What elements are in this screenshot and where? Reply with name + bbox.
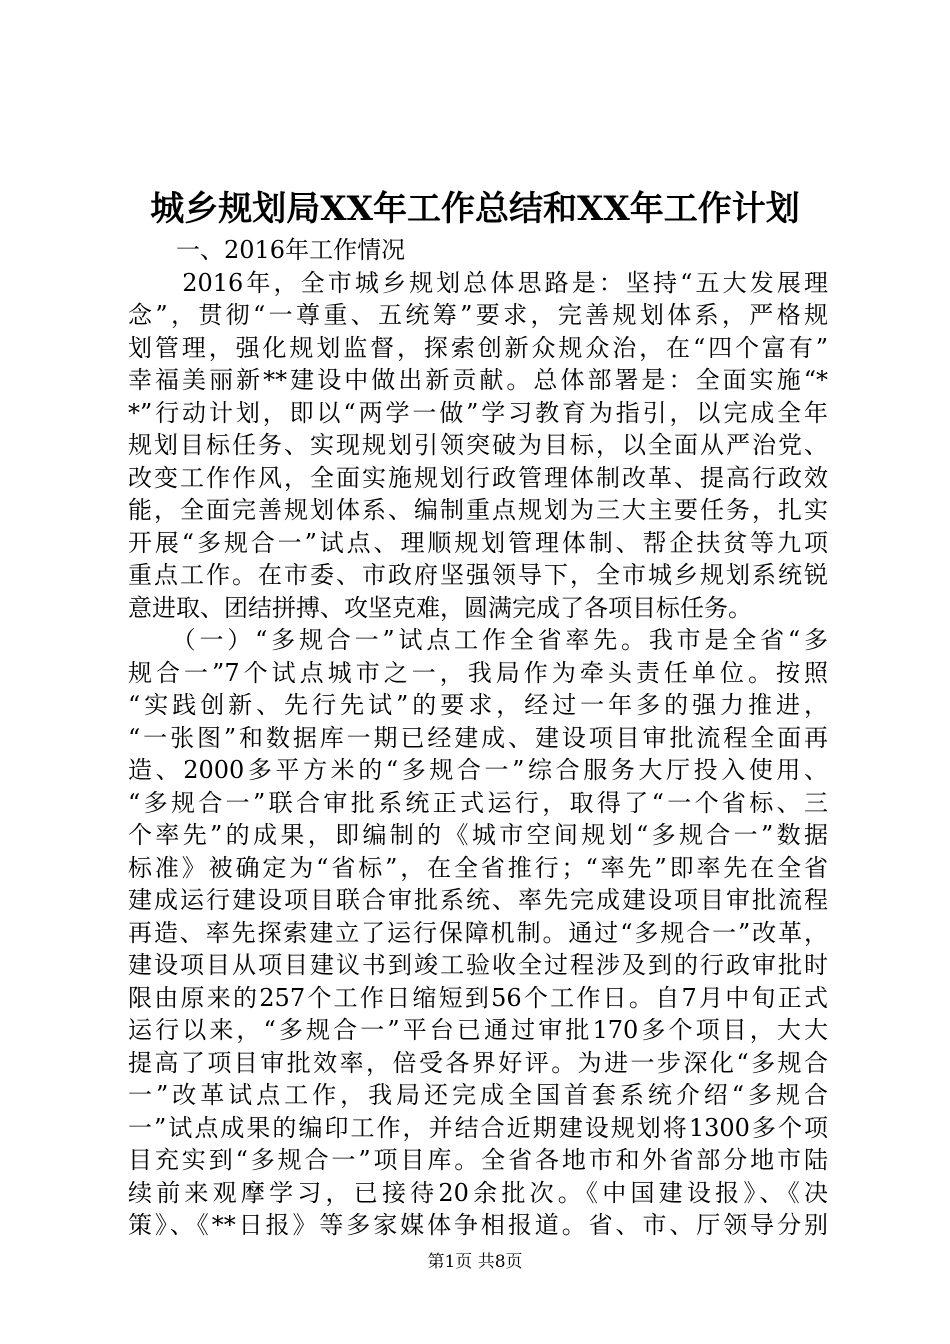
- body-line: 再造、率先探索建立了运行保障机制。通过“多规合一”改革，: [128, 918, 828, 947]
- document-title: 城乡规划局XX年工作总结和XX年工作计划: [150, 189, 800, 229]
- body-line: “多规合一”联合审批系统正式运行，取得了“一个省标、三: [128, 788, 828, 817]
- body-line: 开展“多规合一”试点、理顺规划管理体制、帮企扶贫等九项: [128, 528, 828, 557]
- body-line: 规合一”7个试点城市之一，我局作为牵头责任单位。按照: [128, 658, 828, 687]
- body-line: 幸福美丽新**建设中做出新贡献。总体部署是：全面实施“*: [128, 366, 828, 394]
- body-line: “一张图”和数据库一期已经建成、建设项目审批流程全面再: [128, 723, 828, 752]
- body-line: 提高了项目审批效率，倍受各界好评。为进一步深化“多规合: [128, 1048, 828, 1077]
- body-line: 意进取、团结拼搏、攻坚克难，圆满完成了各项目标任务。: [128, 593, 752, 622]
- body-line: 建成运行建设项目联合审批系统、率先完成建设项目审批流程: [128, 886, 828, 914]
- body-line: 一”改革试点工作，我局还完成全国首套系统介绍“多规合: [128, 1081, 828, 1109]
- body-line: 个率先”的成果，即编制的《城市空间规划“多规合一”数据: [128, 821, 828, 849]
- body-line: 能，全面完善规划体系、编制重点规划为三大主要任务，扎实: [128, 496, 828, 524]
- body-line: 2016年，全市城乡规划总体思路是：坚持“五大发展理: [128, 268, 828, 297]
- body-line: “实践创新、先行先试”的要求，经过一年多的强力推进，: [128, 691, 828, 719]
- body-line: 目充实到“多规合一”项目库。全省各地市和外省部分地市陆: [128, 1146, 828, 1174]
- body-line: 造、2000多平方米的“多规合一”综合服务大厅投入使用、: [128, 756, 828, 784]
- page-footer: 第1页 共8页: [427, 1252, 523, 1272]
- body-line: 一”试点成果的编印工作，并结合近期建设规划将1300多个项: [128, 1113, 828, 1142]
- body-line: 续前来观摩学习，已接待20余批次。《中国建设报》、《决: [128, 1178, 828, 1207]
- body-line: （一）“多规合一”试点工作全省率先。我市是全省“多: [128, 626, 828, 654]
- body-line: *”行动计划，即以“两学一做”学习教育为指引，以完成全年: [128, 398, 828, 427]
- body-line: 策》、《**日报》等多家媒体争相报道。省、市、厅领导分别: [128, 1211, 828, 1239]
- body-line: 标准》被确定为“省标”，在全省推行；“率先”即率先在全省: [128, 853, 828, 882]
- body-line: 改变工作作风，全面实施规划行政管理体制改革、提高行政效: [128, 463, 828, 492]
- body-line: 划管理，强化规划监督，探索创新众规众治，在“四个富有”: [128, 333, 828, 362]
- body-line: 一、2016年工作情况: [128, 236, 406, 264]
- body-line: 规划目标任务、实现规划引领突破为目标，以全面从严治党、: [128, 431, 828, 459]
- body-line: 运行以来，“多规合一”平台已通过审批170多个项目，大大: [128, 1016, 828, 1044]
- body-line: 建设项目从项目建议书到竣工验收全过程涉及到的行政审批时: [128, 951, 828, 979]
- body-line: 念”，贯彻“一尊重、五统筹”要求，完善规划体系，严格规: [128, 301, 828, 329]
- document-body: [128, 234, 828, 1242]
- body-line: 限由原来的257个工作日缩短到56个工作日。自7月中旬正式: [128, 983, 828, 1012]
- body-line: 重点工作。在市委、市政府坚强领导下，全市城乡规划系统锐: [128, 561, 828, 589]
